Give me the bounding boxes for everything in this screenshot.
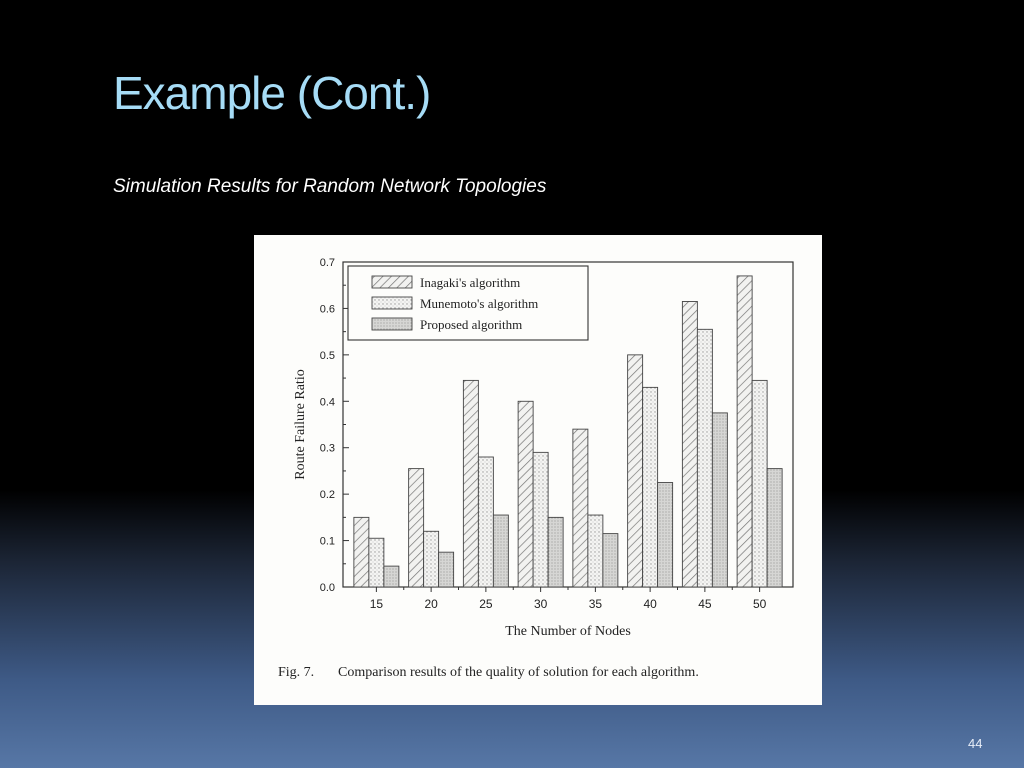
bar-1-50	[752, 380, 767, 587]
bar-0-25	[463, 380, 478, 587]
page-number: 44	[968, 736, 983, 751]
slide-subtitle: Simulation Results for Random Network Topologies	[113, 176, 547, 197]
slide-title: Example (Cont.)	[113, 67, 431, 119]
bar-2-30	[548, 517, 563, 587]
y-tick-label: 0.3	[319, 442, 335, 455]
y-tick-label: 0.4	[319, 396, 335, 409]
bar-1-40	[643, 387, 658, 587]
bar-1-15	[369, 538, 384, 587]
route-failure-chart	[254, 235, 822, 705]
figure-caption-label: Fig. 7.	[278, 665, 315, 680]
bar-2-25	[493, 515, 508, 587]
legend-label: Munemoto's algorithm	[420, 296, 539, 311]
bar-2-15	[384, 566, 399, 587]
bar-0-30	[518, 401, 533, 587]
y-tick-label: 0.7	[319, 257, 335, 269]
x-tick-label: 40	[643, 597, 657, 611]
legend-label: Inagaki's algorithm	[420, 275, 521, 290]
bar-0-20	[409, 469, 424, 587]
y-tick-label: 0.6	[319, 303, 335, 316]
y-tick-label: 0.2	[319, 489, 335, 502]
y-tick-label: 0.0	[319, 582, 335, 594]
bar-1-35	[588, 515, 603, 587]
x-tick-label: 50	[752, 597, 767, 611]
legend-swatch	[372, 276, 412, 288]
legend-swatch	[372, 297, 412, 309]
bar-2-40	[658, 483, 673, 587]
chart-legend	[348, 266, 588, 340]
x-tick-label: 25	[479, 597, 493, 611]
y-tick-label: 0.1	[319, 535, 335, 548]
x-tick-label: 30	[533, 597, 548, 611]
legend-swatch	[372, 318, 412, 330]
bar-2-20	[439, 552, 454, 587]
bar-1-30	[533, 452, 548, 587]
bar-0-35	[573, 429, 588, 587]
y-tick-label: 0.5	[319, 349, 335, 362]
legend-label: Proposed algorithm	[420, 317, 523, 332]
x-tick-label: 15	[369, 597, 384, 611]
bar-1-20	[424, 531, 439, 587]
bar-0-15	[354, 517, 369, 587]
figure-image	[254, 235, 822, 705]
bar-0-45	[682, 301, 697, 587]
x-tick-label: 45	[698, 597, 712, 611]
bar-0-50	[737, 276, 752, 587]
y-axis-label: Route Failure Ratio	[293, 369, 308, 480]
bar-1-45	[697, 329, 712, 587]
figure-caption-text: Comparison results of the quality of solution for each algorithm.	[338, 665, 699, 680]
x-tick-label: 20	[424, 597, 438, 611]
bar-1-25	[478, 457, 493, 587]
x-tick-label: 35	[588, 597, 603, 611]
x-axis-label: The Number of Nodes	[505, 624, 631, 639]
bar-2-45	[712, 413, 727, 587]
bar-2-50	[767, 469, 782, 587]
bar-2-35	[603, 534, 618, 587]
bar-0-40	[628, 355, 643, 587]
